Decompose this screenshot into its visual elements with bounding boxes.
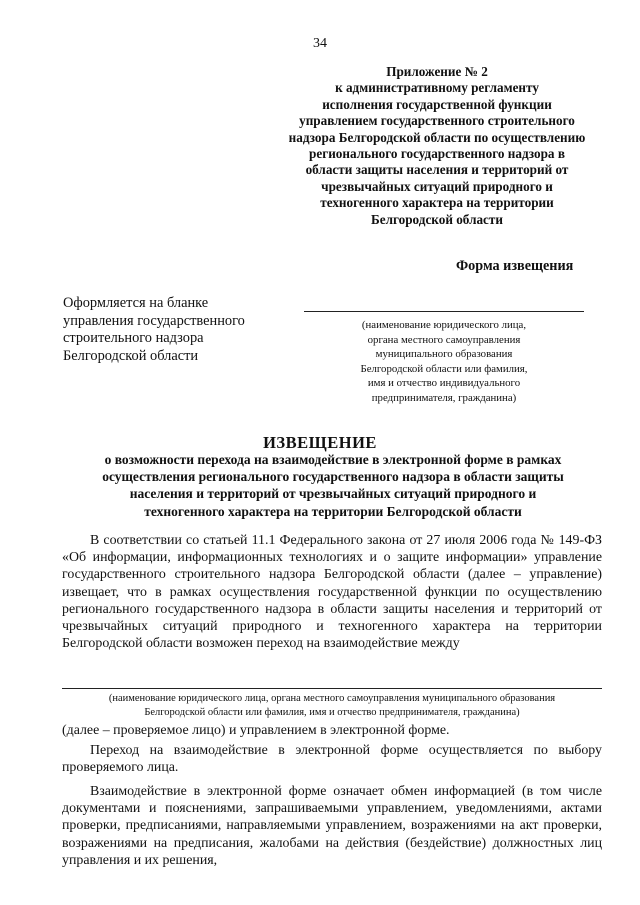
recipient-caption-line: Белгородской области или фамилия,	[360, 362, 528, 375]
party-caption-line: (наименование юридического лица, органа местного самоуправления муниципального образования	[108, 693, 556, 704]
recipient-caption-line: предпринимателя, гражданина)	[371, 391, 517, 404]
appendix-line: к административному регламенту	[335, 80, 539, 96]
appendix-line: надзора Белгородской области по осуществлению	[288, 129, 586, 145]
appendix-line: чрезвычайных ситуаций природного и	[321, 178, 553, 194]
body-paragraph-4: Взаимодействие в электронной форме означает обмен информацией (в том числе документами и пояснениями, запрашиваемыми управлением, уведомлениями, актами проверки, предписаниями, направляемыми управлением, возражениями на акт проверки, возражениями на предписания, жалобами на действия (бездействие) должностных лиц управления и их решения,	[62, 784, 602, 868]
party-fill-line	[62, 688, 602, 689]
recipient-caption-line: (наименование юридического лица,	[361, 319, 527, 331]
appendix-line: управлением государственного строительного	[299, 113, 575, 129]
body-paragraph-2: (далее – проверяемое лицо) и управлением в электронной форме.	[62, 723, 450, 738]
subheading-line: осуществления регионального государственного надзора в области защиты	[102, 469, 564, 485]
appendix-line: регионального государственного надзора в	[309, 146, 565, 162]
subheading-line: техногенного характера на территории Белгородской области	[144, 503, 522, 519]
page-number: 34	[313, 36, 327, 51]
appendix-line: техногенного характера на территории	[320, 195, 554, 211]
subheading-line: о возможности перехода на взаимодействие в электронной форме в рамках	[104, 452, 562, 467]
appendix-header	[262, 64, 612, 228]
letterhead-note-line: строительного надзора	[63, 330, 204, 347]
subheading-line: населения и территорий от чрезвычайных ситуаций природного и	[129, 486, 537, 502]
recipient-caption-line: имя и отчество индивидуального	[367, 377, 521, 390]
appendix-line: Приложение № 2	[386, 64, 488, 79]
letterhead-note-line: управления государственного	[63, 312, 245, 329]
appendix-line: исполнения государственной функции	[322, 96, 552, 112]
party-caption-line: Белгородской области или фамилия, имя и отчество предпринимателя, гражданина)	[144, 707, 520, 719]
party-caption	[62, 692, 602, 720]
letterhead-note-line: Белгородской области	[63, 347, 199, 364]
letterhead-note	[63, 295, 293, 365]
form-title: Форма извещения	[456, 258, 574, 274]
body-paragraph-1: В соответствии со статьей 11.1 Федерального закона от 27 июля 2006 года № 149-ФЗ «Об информации, информационных технологиях и о защите информации» управление государственного строительного надзора Белгородской области (далее – управление) извещает, что в рамках осуществления государственной функции по осуществлению регионального государственного надзора в области защиты населения и территорий от чрезвычайных ситуаций природного и техногенного характера на территории Белгородской области возможен переход на взаимодействие между	[62, 533, 602, 652]
appendix-line: Белгородской области	[371, 211, 503, 227]
document-subheading	[62, 451, 604, 520]
document-heading: ИЗВЕЩЕНИЕ	[263, 433, 377, 452]
recipient-caption	[304, 318, 584, 406]
recipient-caption-line: муниципального образования	[375, 348, 513, 361]
letterhead-note-line: Оформляется на бланке	[63, 295, 209, 311]
body-paragraph-3: Переход на взаимодействие в электронной форме осуществляется по выбору проверяемого лица.	[62, 743, 602, 776]
recipient-caption-line: органа местного самоуправления	[367, 333, 521, 346]
appendix-line: области защиты населения и территорий от	[305, 162, 569, 178]
recipient-fill-line	[304, 311, 584, 312]
